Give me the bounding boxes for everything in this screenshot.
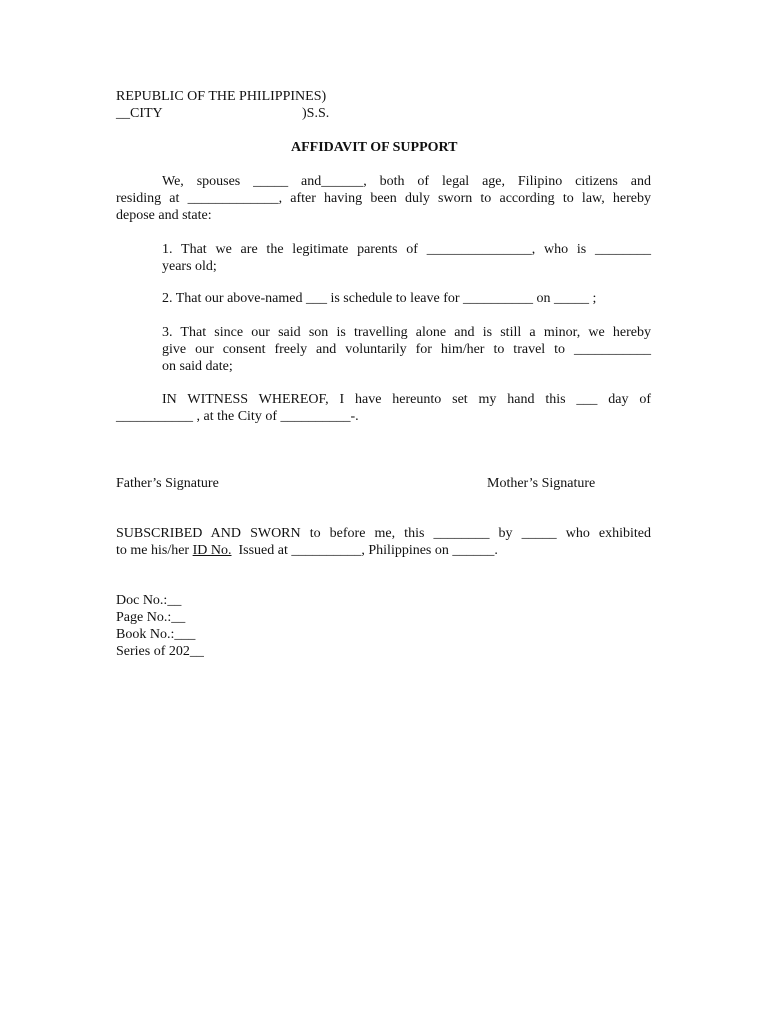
item-1-line-2: years old; <box>162 259 217 274</box>
intro-line-3: depose and state: <box>116 208 212 223</box>
witness-line-1: IN WITNESS WHEREOF, I have hereunto set my hand this ___ day of <box>162 392 651 407</box>
item-1-line-1: 1. That we are the legitimate parents of _______________, who is ________ <box>162 242 651 257</box>
id-no-label: ID No. <box>192 543 232 558</box>
item-3-line-3: on said date; <box>162 359 233 374</box>
item-2-line-1: 2. That our above-named ___ is schedule to leave for __________ on _____ ; <box>162 291 597 306</box>
witness-line-2: ___________ , at the City of __________-. <box>116 409 359 424</box>
item-3-line-1: 3. That since our said son is travelling alone and is still a minor, we hereby <box>162 325 651 340</box>
header-republic: REPUBLIC OF THE PHILIPPINES) <box>116 89 327 104</box>
header-city: __CITY <box>116 106 163 121</box>
mother-signature-label: Mother’s Signature <box>487 476 596 491</box>
doc-no: Doc No.:__ <box>116 593 182 608</box>
jurat-line-2-suffix: Issued at __________, Philippines on ______. <box>231 543 498 558</box>
jurat-line-2-prefix: to me his/her <box>116 543 193 558</box>
father-signature-label: Father’s Signature <box>116 476 219 491</box>
page-no: Page No.:__ <box>116 610 186 625</box>
series-no: Series of 202__ <box>116 644 204 659</box>
item-3-line-2: give our consent freely and voluntarily for him/her to travel to ___________ <box>162 342 651 357</box>
document-title: AFFIDAVIT OF SUPPORT <box>291 140 458 155</box>
book-no: Book No.:___ <box>116 627 196 642</box>
intro-line-1: We, spouses _____ and______, both of legal age, Filipino citizens and <box>162 174 651 189</box>
header-ss: )S.S. <box>302 106 330 121</box>
intro-line-2: residing at _____________, after having been duly sworn to according to law, hereby <box>116 191 651 206</box>
jurat-line-2 <box>116 542 498 559</box>
jurat-line-1: SUBSCRIBED AND SWORN to before me, this ________ by _____ who exhibited <box>116 526 651 541</box>
